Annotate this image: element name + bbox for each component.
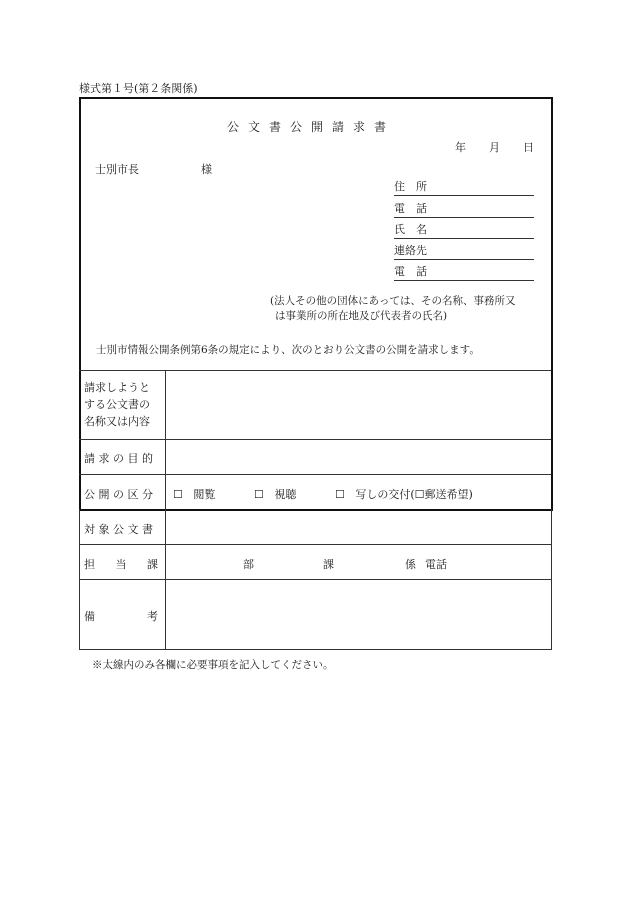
addressee-honorific: 様 — [201, 163, 212, 176]
contact-label: 連絡先 — [394, 244, 427, 257]
date-month-label: 月 — [489, 141, 500, 154]
label-column-divider — [165, 370, 166, 649]
organization-note — [270, 294, 560, 324]
date-day-label: 日 — [523, 141, 534, 154]
checkbox-icon[interactable]: ☐ — [335, 488, 345, 501]
target-document-label: 対 象 公 文 書 — [84, 523, 153, 536]
document-name-input[interactable] — [167, 372, 547, 438]
row-divider — [79, 474, 551, 475]
footnote: ※太線内のみ各欄に必要事項を記入してください。 — [92, 659, 334, 671]
checkbox-icon[interactable]: ☐ — [173, 488, 183, 501]
purpose-label: 請 求 の 目 的 — [84, 452, 153, 465]
option-copy[interactable] — [335, 486, 473, 502]
phone-field[interactable] — [394, 202, 534, 218]
document-name-label — [84, 379, 150, 430]
contact-phone-label: 電 話 — [394, 265, 427, 278]
address-label: 住 所 — [394, 180, 427, 193]
department-ka: 課 — [323, 558, 334, 571]
name-field[interactable] — [394, 223, 534, 239]
disclosure-type-label: 公 開 の 区 分 — [84, 488, 153, 501]
row-divider — [79, 579, 551, 580]
contact-field[interactable] — [394, 244, 534, 260]
remarks-label — [84, 608, 158, 624]
department-bu: 部 — [243, 558, 254, 571]
address-field[interactable] — [394, 180, 534, 196]
option-copy-label: 写しの交付(☐郵送希望) — [355, 488, 473, 501]
row-divider — [79, 439, 551, 440]
option-view-label: 閲覧 — [193, 488, 216, 501]
remarks-label-char: 備 — [84, 610, 95, 623]
page-title: 公文書公開請求書 — [227, 120, 396, 134]
form-number: 様式第１号(第２条関係) — [79, 82, 198, 95]
document-name-label-line1: 請求しようと — [84, 381, 150, 394]
department-label-char: 課 — [147, 558, 158, 571]
purpose-input[interactable] — [167, 441, 547, 473]
option-view[interactable] — [173, 486, 215, 502]
row-divider — [79, 370, 551, 371]
department-label-char: 当 — [115, 558, 127, 571]
request-statement: 士別市情報公開条例第6条の規定により、次のとおり公文書の公開を請求します。 — [96, 344, 480, 356]
contact-phone-field[interactable] — [394, 265, 534, 281]
checkbox-icon[interactable]: ☐ — [254, 488, 264, 501]
document-name-label-line3: 名称又は内容 — [84, 415, 150, 428]
name-label: 氏 名 — [394, 223, 427, 236]
department-phone: 電話 — [425, 558, 447, 571]
remarks-label-char: 考 — [147, 610, 158, 623]
option-watch[interactable] — [254, 486, 296, 502]
phone-label: 電 話 — [394, 202, 427, 215]
option-watch-label: 視聴 — [274, 488, 297, 501]
organization-note-line2: は事業所の所在地及び代表者の氏名) — [275, 310, 448, 322]
document-name-label-line2: する公文書の — [84, 398, 150, 411]
addressee-name: 士別市長 — [95, 163, 139, 176]
department-label-char: 担 — [84, 558, 95, 571]
organization-note-line1: (法人その他の団体にあっては、その名称、事務所又 — [270, 295, 516, 307]
row-divider — [79, 544, 551, 545]
date-year-label: 年 — [455, 141, 466, 154]
department-kakari: 係 — [405, 558, 416, 571]
department-label — [84, 556, 158, 572]
